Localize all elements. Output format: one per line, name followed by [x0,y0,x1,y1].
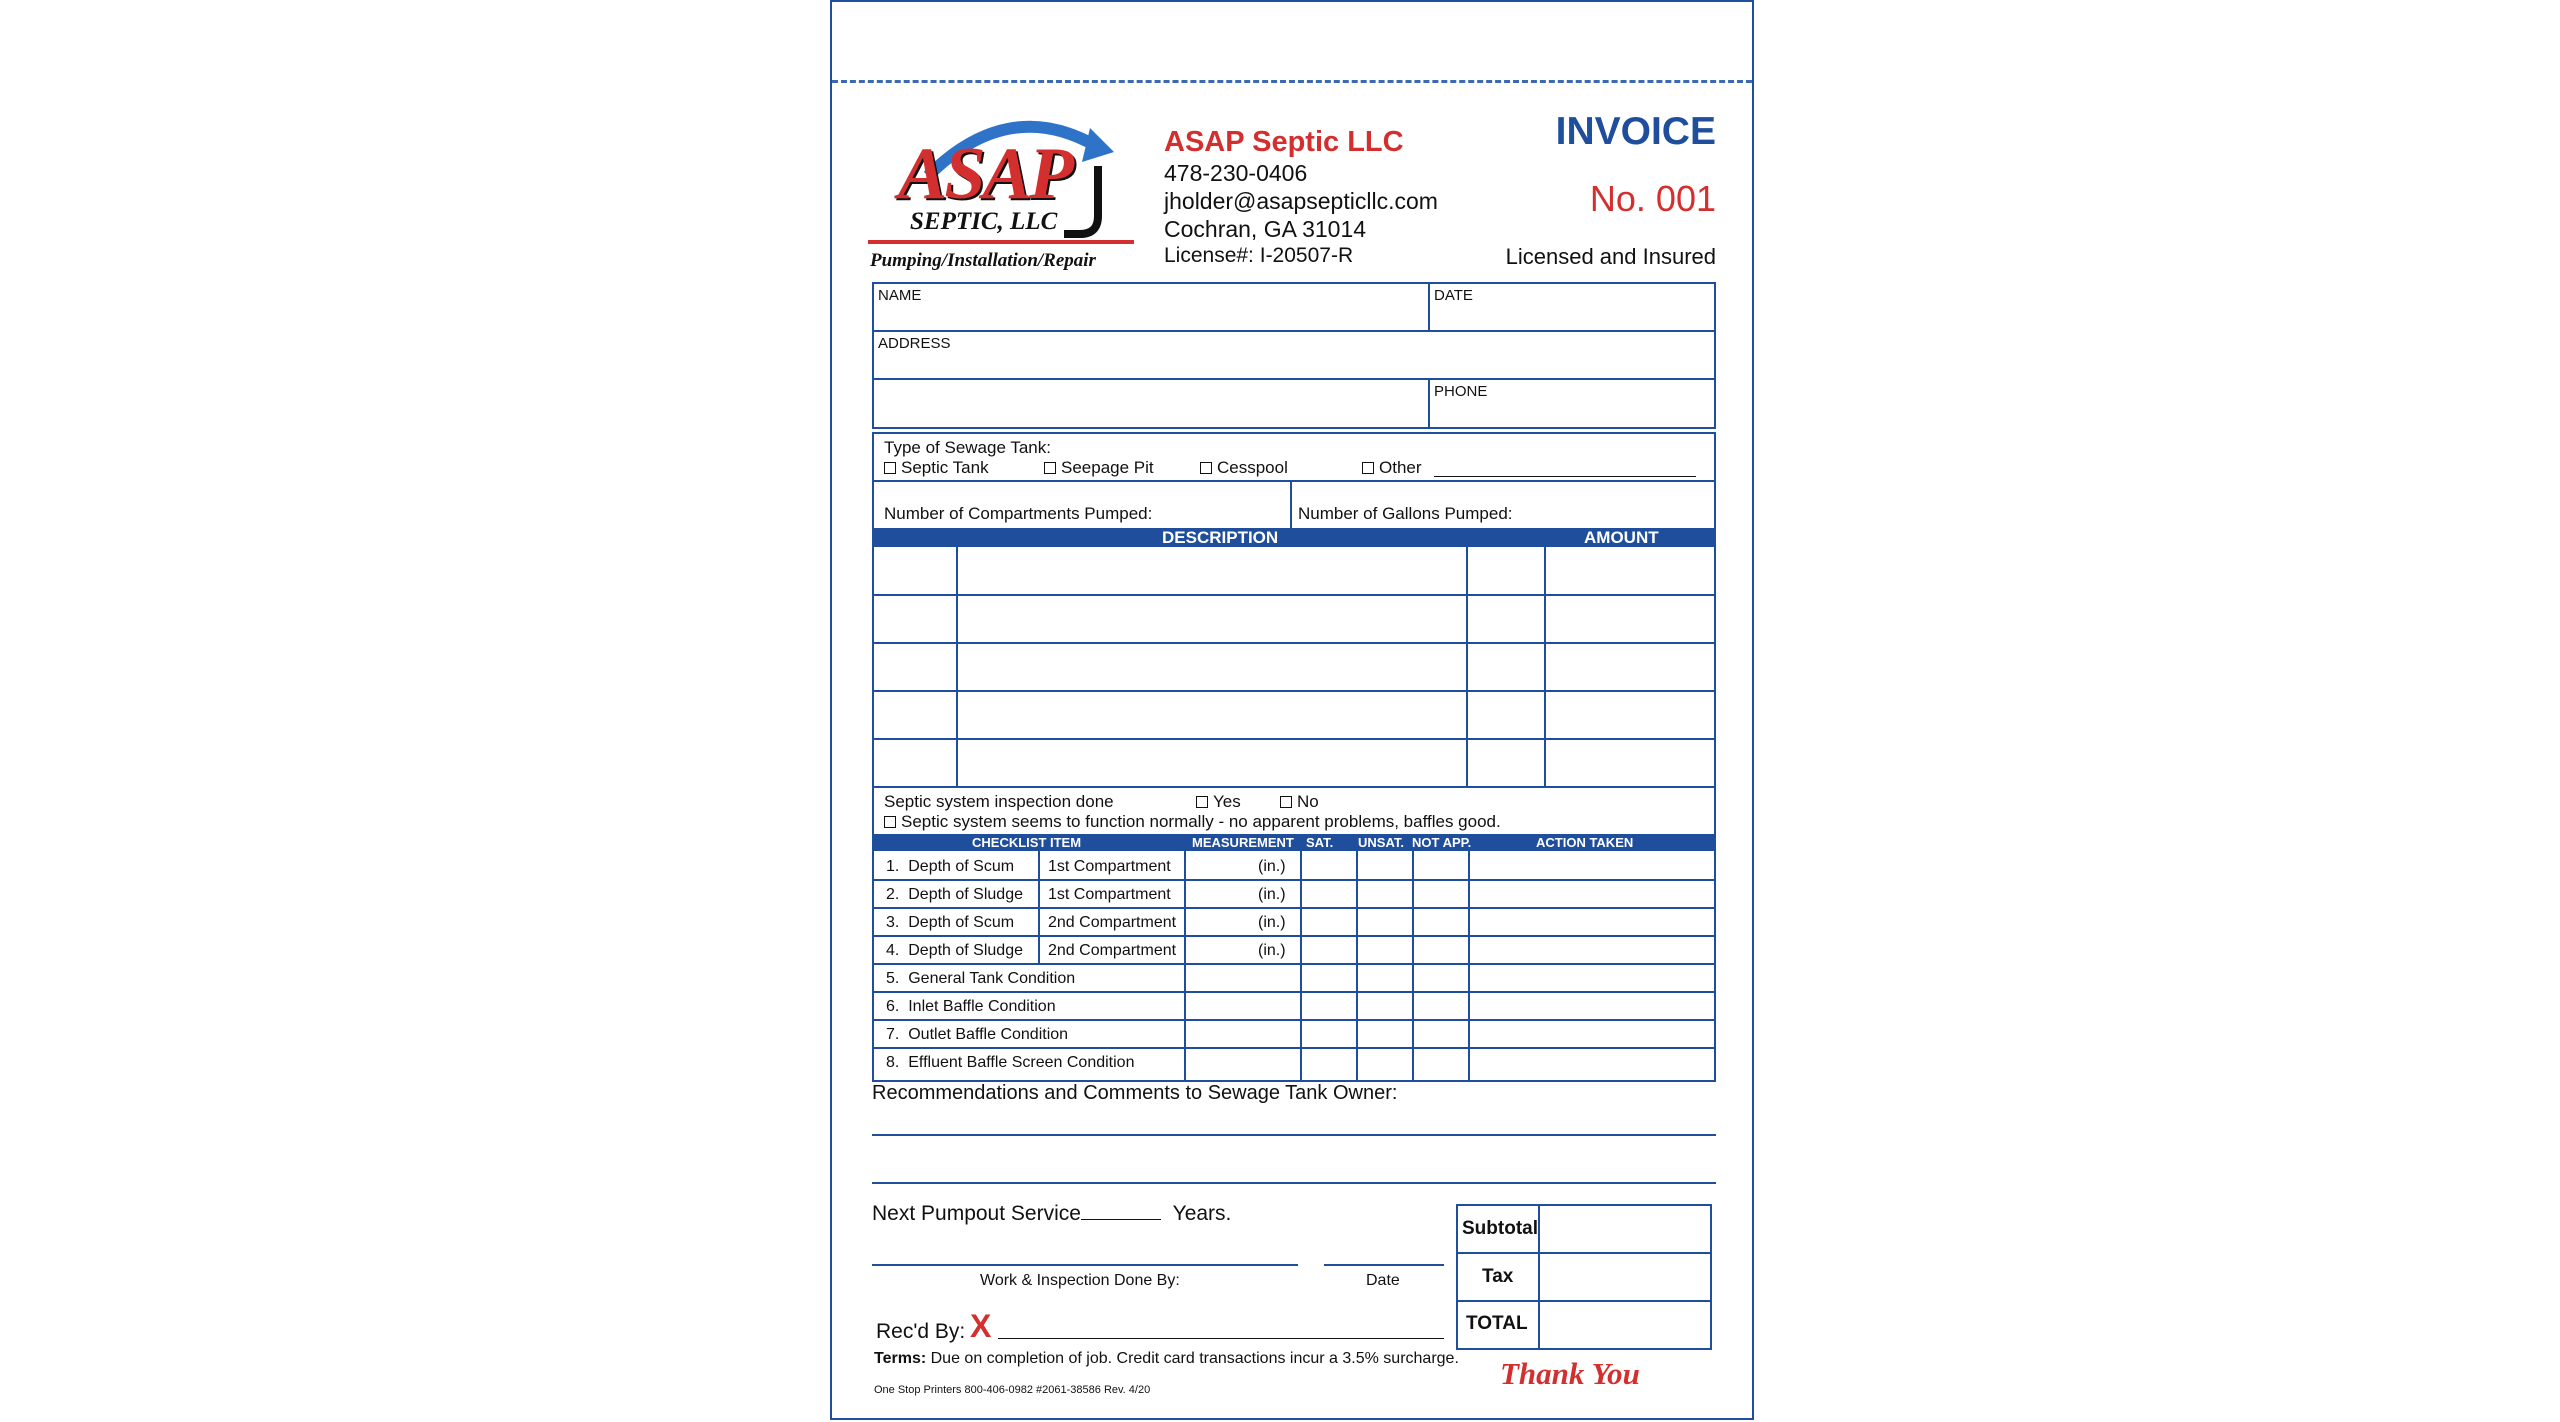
checklist-item-header: CHECKLIST ITEM [972,835,1082,850]
function-normally-label: Septic system seems to function normally - no apparent problems, baffles good. [901,812,1501,831]
option-label: Other [1379,458,1422,477]
other-blank-line[interactable] [1434,476,1696,477]
checklist-row: 2. Depth of Sludge [886,886,1023,903]
next-service-label [872,1202,1231,1226]
invoice-title: INVOICE [1555,110,1716,153]
checklist-row: 1. Depth of Scum [886,858,1015,875]
inspection-no[interactable] [1280,792,1319,812]
measurement-unit[interactable]: (in.) [1258,914,1286,931]
yes-label: Yes [1213,792,1241,811]
company-email: jholder@asapsepticllc.com [1164,188,1438,214]
tax-value[interactable] [1540,1254,1710,1298]
comments-line[interactable] [872,1134,1716,1136]
company-phone: 478-230-0406 [1164,160,1308,186]
logo-text: ASAP [898,133,1072,215]
checklist-row: 5. General Tank Condition [886,970,1076,987]
logo-subtitle: SEPTIC, LLC [910,208,1058,235]
terms-label: Terms: [874,1350,927,1367]
checklist-row: 8. Effluent Baffle Screen Condition [886,1054,1135,1071]
company-name: ASAP Septic LLC [1164,126,1404,158]
total-value[interactable] [1540,1302,1710,1348]
customer-box [872,282,1716,429]
option-cesspool[interactable] [1200,458,1288,478]
option-septic-tank[interactable] [884,458,989,478]
checkbox-icon [1044,462,1056,474]
checkbox-icon [1196,796,1208,808]
invoice-form [830,0,1754,1420]
not-app-header: NOT APP. [1412,835,1472,850]
work-signature-line[interactable] [872,1264,1298,1266]
description-label: DESCRIPTION [1162,528,1279,547]
checklist-compartment: 1st Compartment [1048,886,1171,903]
date-label: Date [1366,1272,1400,1289]
terms-text [874,1350,1459,1368]
measurement-unit[interactable]: (in.) [1258,858,1286,875]
recd-by-label: Rec'd By: [876,1320,966,1343]
option-label: Septic Tank [901,458,989,477]
option-label: Seepage Pit [1061,458,1154,477]
option-seepage-pit[interactable] [1044,458,1154,478]
tax-label: Tax [1482,1266,1514,1287]
total-label: TOTAL [1466,1313,1528,1334]
checklist-row: 4. Depth of Sludge [886,942,1023,959]
phone-field[interactable]: PHONE [1434,383,1488,400]
action-taken-header: ACTION TAKEN [1536,835,1634,850]
checklist-row: 3. Depth of Scum [886,914,1015,931]
sat-header: SAT. [1306,835,1334,850]
years-blank[interactable] [1081,1219,1161,1220]
printer-info: One Stop Printers 800-406-0982 #2061-38586 Rev. 4/20 [874,1384,1151,1396]
logo-underline [868,240,1134,244]
terms-body: Due on completion of job. Credit card transactions incur a 3.5% surcharge. [930,1350,1459,1367]
amount-label: AMOUNT [1584,528,1659,547]
checkbox-icon [1362,462,1374,474]
checkbox-icon [1280,796,1292,808]
tank-type-label: Type of Sewage Tank: [884,438,1051,457]
measurement-unit[interactable]: (in.) [1258,886,1286,903]
option-label: Cesspool [1217,458,1288,477]
company-logo [868,106,1134,278]
inspection-done-label: Septic system inspection done [884,792,1114,811]
checkbox-icon [884,462,896,474]
work-done-label: Work & Inspection Done By: [980,1272,1180,1289]
thank-you: Thank You [1500,1356,1640,1391]
no-label: No [1297,792,1319,811]
x-mark: X [970,1308,992,1344]
subtotal-label: Subtotal [1462,1218,1538,1239]
option-other[interactable] [1362,458,1422,478]
logo-tagline: Pumping/Installation/Repair [870,250,1096,271]
measurement-header: MEASUREMENT [1192,835,1294,850]
compartments-pumped-label[interactable]: Number of Compartments Pumped: [884,504,1153,523]
company-city: Cochran, GA 31014 [1164,216,1367,242]
unsat-header: UNSAT. [1358,835,1404,850]
checkbox-icon [1200,462,1212,474]
recd-signature-line[interactable] [998,1338,1444,1339]
invoice-number: No. 001 [1589,178,1716,219]
checklist-compartment: 1st Compartment [1048,858,1171,875]
subtotal-value[interactable] [1540,1206,1710,1250]
date-signature-line[interactable] [1324,1264,1444,1266]
recommendations-label: Recommendations and Comments to Sewage Tank Owner: [872,1082,1398,1104]
date-field[interactable]: DATE [1434,287,1473,304]
name-field[interactable]: NAME [878,287,922,304]
checklist-row: 7. Outlet Baffle Condition [886,1026,1069,1043]
company-license: License#: I-20507-R [1164,244,1354,267]
licensed-insured: Licensed and Insured [1505,244,1716,269]
comments-line[interactable] [872,1182,1716,1184]
years-text: Years. [1172,1202,1232,1225]
checklist-row: 6. Inlet Baffle Condition [886,998,1056,1015]
inspection-yes[interactable] [1196,792,1241,812]
function-normally-option[interactable] [884,812,1501,832]
address-field[interactable]: ADDRESS [878,335,951,352]
next-service-text: Next Pumpout Service [872,1202,1081,1225]
checkbox-icon [884,816,896,828]
checklist-compartment: 2nd Compartment [1048,942,1177,959]
measurement-unit[interactable]: (in.) [1258,942,1286,959]
gallons-pumped-label[interactable]: Number of Gallons Pumped: [1298,504,1513,523]
checklist-compartment: 2nd Compartment [1048,914,1177,931]
perforation-line [832,80,1752,83]
